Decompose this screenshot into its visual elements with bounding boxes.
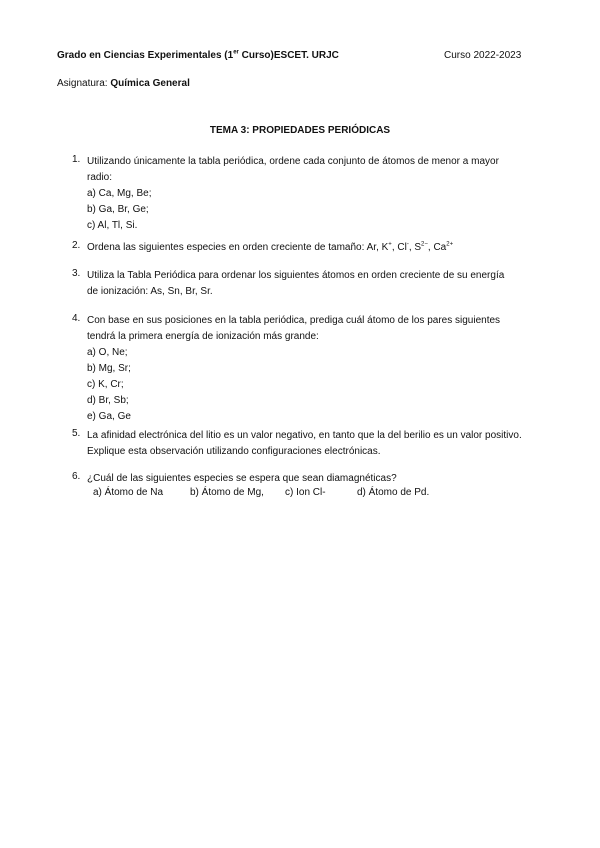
question-number: 6. bbox=[72, 471, 81, 482]
answer-option: a) Átomo de Na bbox=[93, 487, 164, 498]
question-number: 3. bbox=[72, 268, 81, 279]
answer-option: c) K, Cr; bbox=[87, 379, 124, 390]
course-year: Curso 2022-2023 bbox=[444, 50, 522, 61]
question-text bbox=[87, 154, 550, 234]
question-text: Ordena las siguientes especies en orden creciente de tamaño: Ar, K+, Cl-, $S^{2-}$, $Ca^{2+}$ bbox=[87, 241, 454, 253]
answer-option: b) Mg, Sr; bbox=[87, 363, 131, 374]
question-line: ¿Cuál de las siguientes especies se espera que sean diamagnéticas? bbox=[87, 473, 397, 484]
question-number: 1. bbox=[72, 154, 81, 165]
question-line: de ionización: As, Sn, Br, Sr. bbox=[87, 286, 213, 297]
answer-option: c) Al, Tl, Si. bbox=[87, 220, 138, 231]
answer-option: a) Ca, Mg, Be; bbox=[87, 188, 152, 199]
question-line: tendrá la primera energía de ionización más grande: bbox=[87, 331, 319, 342]
question-number: 2. bbox=[72, 240, 81, 251]
question-line: radio: bbox=[87, 172, 113, 183]
answer-option: a) O, Ne; bbox=[87, 347, 128, 358]
question-line: Explique esta observación utilizando configuraciones electrónicas. bbox=[87, 446, 381, 457]
question-text bbox=[87, 313, 550, 425]
question-line: Utilizando únicamente la tabla periódica, ordene cada conjunto de átomos de menor a mayor bbox=[87, 156, 499, 167]
answer-option: c) Ion Cl- bbox=[285, 487, 326, 498]
answer-option: d) Átomo de Pd. bbox=[357, 487, 430, 498]
answer-option: b) Ga, Br, Ge; bbox=[87, 204, 149, 215]
question-text bbox=[87, 428, 550, 460]
page-title: TEMA 3: PROPIEDADES PERIÓDICAS bbox=[209, 125, 391, 136]
subject-line bbox=[57, 78, 190, 89]
answer-option: e) Ga, Ge bbox=[87, 411, 131, 422]
answer-option: b) Átomo de Mg, bbox=[190, 487, 264, 498]
question-line: Con base en sus posiciones en la tabla periódica, prediga cuál átomo de los pares siguientes bbox=[87, 315, 501, 326]
question-text bbox=[87, 471, 550, 487]
question-line: Utiliza la Tabla Periódica para ordenar los siguientes átomos en orden creciente de su energía bbox=[87, 270, 505, 281]
degree-header: Grado en Ciencias Experimentales (1er Curso)ESCET. URJC bbox=[57, 49, 339, 61]
question-text bbox=[87, 268, 550, 300]
subject-label: Asignatura: bbox=[57, 78, 111, 89]
question-number: 4. bbox=[72, 313, 81, 324]
answer-option: d) Br, Sb; bbox=[87, 395, 129, 406]
question-line: La afinidad electrónica del litio es un valor negativo, en tanto que la del berilio es un valor positivo. bbox=[87, 430, 522, 441]
subject-value: Química General bbox=[110, 78, 190, 89]
question-number: 5. bbox=[72, 428, 81, 439]
